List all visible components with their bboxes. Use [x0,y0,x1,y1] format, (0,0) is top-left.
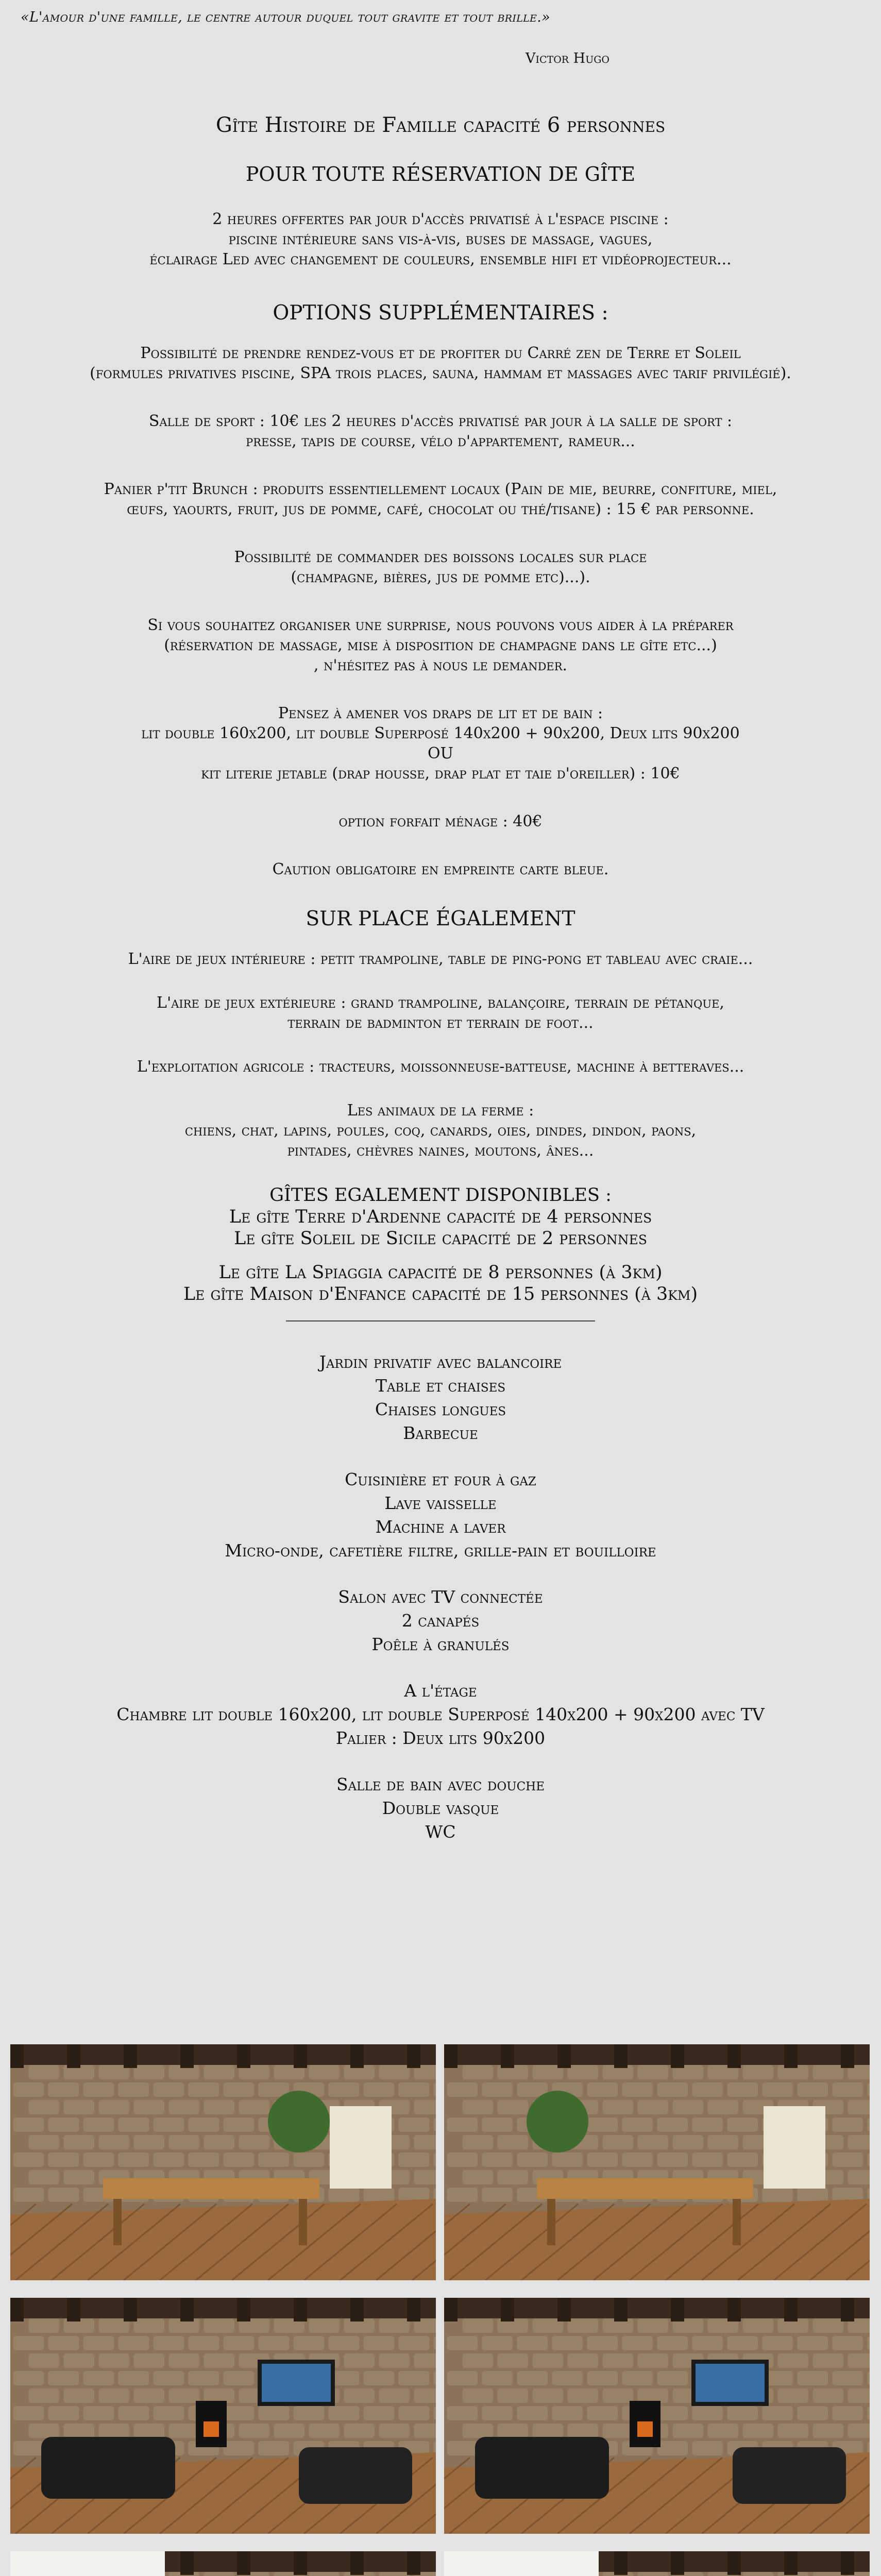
amenity-item: Machine a laver [375,1517,506,1537]
text-block [0,703,881,784]
amenity-item: Double vasque [382,1798,499,1818]
text-line: Caution obligatoire en empreinte carte bleue. [272,860,609,878]
amenity-item: Chambre lit double 160x200, lit double Superposé 140x200 + 90x200 avec TV [116,1704,765,1724]
text-line: éclairage Led avec changement de couleurs, ensemble hifi et vidéoprojecteur... [149,250,732,268]
amenity-item: WC [425,1822,456,1842]
text-block [0,1100,881,1161]
text-line: Panier p'tit Brunch : produits essentiellement locaux (Pain de mie, beurre, confiture, miel, [104,480,777,498]
text-line: (champagne, bières, jus de pomme etc)...). [291,568,590,586]
header-quote: «L'amour d'une famille, le centre autour duquel tout gravite et tout brille.» [21,9,550,25]
text-line: Les animaux de la ferme : [347,1101,534,1120]
photo-dining-room-2 [444,2044,870,2280]
amenity-item: Barbecue [403,1423,478,1443]
photo-gallery [10,2044,870,2576]
photo-kitchen-view [444,2551,870,2576]
text-line: terrain de badminton et terrain de foot... [287,1014,594,1032]
text-line: chiens, chat, lapins, poules, coq, canards, oies, dindes, dindon, paons, [184,1122,697,1140]
text-block [0,615,881,675]
amenity-item: Micro-onde, cafetière filtre, grille-pain et bouilloire [225,1540,656,1561]
text-line: pintades, chèvres naines, moutons, ânes... [287,1142,594,1160]
text-line: (formules privatives piscine, SPA trois places, sauna, hammam et massages avec tarif privilégié). [90,364,791,382]
text-line: L'aire de jeux extérieure : grand trampoline, balançoire, terrain de pétanque, [157,994,724,1012]
amenity-item: Table et chaises [375,1376,506,1396]
amenity-item: Lave vaisselle [384,1493,497,1513]
options-list [0,343,881,879]
text-block [0,479,881,519]
photo-dining-room-1 [10,2044,436,2280]
amenity-item: Salle de bain avec douche [336,1774,545,1794]
text-line: kit literie jetable (drap housse, drap plat et taie d'oreiller) : 10€ [201,765,680,783]
text-block [0,949,881,969]
amenity-item: Jardin privatif avec balancoire [319,1352,562,1372]
text-block [0,993,881,1033]
text-line: option forfait ménage : 40€ [338,812,543,831]
text-block [0,859,881,879]
amenity-item: A l'étage [404,1681,477,1701]
amenity-item: Poêle à granulés [371,1634,510,1654]
amenity-item: Chaises longues [375,1399,506,1419]
amenity-item: Salon avec TV connectée [338,1587,543,1607]
reservation-heading: POUR TOUTE RÉSERVATION DE GÎTE [245,163,636,185]
onsite-list [0,949,881,1161]
divider [286,1320,595,1321]
text-line: œufs, yaourts, fruit, jus de pomme, café, chocolat ou thé/tisane) : 15 € par personne. [127,500,754,518]
text-line: Salle de sport : 10€ les 2 heures d'accès privatisé par jour à la salle de sport : [148,412,733,430]
gites-section [0,1184,881,1305]
text-line: , n'hésitez pas à nous le demander. [313,656,568,674]
reservation-text [0,209,881,269]
amenity-item: 2 canapés [401,1611,480,1631]
amenity-item: Palier : Deux lits 90x200 [335,1728,546,1748]
gites-heading: GÎTES EGALEMENT DISPONIBLES : [269,1185,612,1206]
text-line: (réservation de massage, mise à disposition de champagne dans le gîte etc...) [164,636,717,654]
text-line: presse, tapis de course, vélo d'appartement, rameur... [246,432,635,450]
text-block [0,547,881,587]
text-line: L'aire de jeux intérieure : petit trampoline, table de ping-pong et tableau avec craie... [128,950,753,968]
text-block [0,343,881,383]
header-author: Victor Hugo [526,50,609,66]
gite-item: Le gîte Maison d'Enfance capacité de 15 personnes (à 3km) [183,1284,698,1304]
main-content [0,113,881,1871]
amenities-list [0,1350,881,1844]
gite-item: Le gîte La Spiaggia capacité de 8 personnes (à 3km) [218,1262,663,1283]
text-block [0,1057,881,1077]
page-title: Gîte Histoire de Famille capacité 6 personnes [215,113,666,137]
text-line: piscine intérieure sans vis-à-vis, buses de massage, vagues, [228,230,653,248]
text-line: L'exploitation agricole : tracteurs, moissonneuse-batteuse, machine à betteraves... [137,1058,744,1076]
text-line: OU [428,744,453,762]
text-line: Si vous souhaitez organiser une surprise, nous pouvons vous aider à la préparer [147,616,734,634]
options-heading: OPTIONS SUPPLÉMENTAIRES : [273,301,608,325]
photo-living-room-2 [444,2298,870,2534]
text-line: 2 heures offertes par jour d'accès privatisé à l'espace piscine : [212,210,669,228]
text-block [0,811,881,832]
amenity-item: Cuisinière et four à gaz [345,1469,536,1489]
onsite-heading: SUR PLACE ÉGALEMENT [306,907,575,930]
photo-kitchen-stairs [10,2551,436,2576]
text-line: lit double 160x200, lit double Superposé 140x200 + 90x200, Deux lits 90x200 [141,724,740,742]
photo-living-room-1 [10,2298,436,2534]
text-line: Pensez à amener vos draps de lit et de bain : [278,704,603,722]
gite-item: Le gîte Terre d'Ardenne capacité de 4 personnes [229,1207,652,1227]
gite-item: Le gîte Soleil de Sicile capacité de 2 personnes [234,1228,647,1249]
text-line: Possibilité de commander des boissons locales sur place [234,548,647,566]
text-block [0,411,881,451]
text-line: Possibilité de prendre rendez-vous et de profiter du Carré zen de Terre et Soleil [140,344,741,362]
